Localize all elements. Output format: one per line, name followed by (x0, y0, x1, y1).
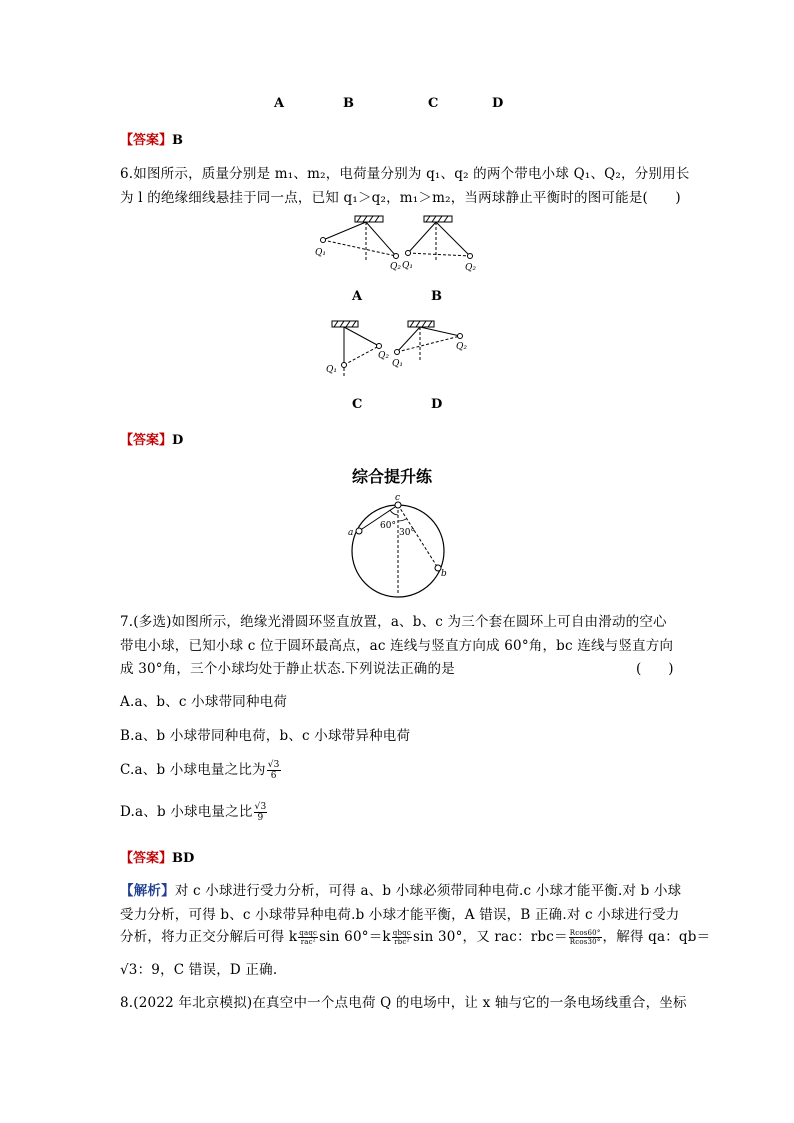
frac-num: qaqc (299, 929, 318, 937)
q6-line2: 为 l 的绝缘细线悬挂于同一点，已知 q₁＞q₂，m₁＞m₂，当两球静止平衡时的图可能是( ) (120, 190, 681, 206)
frac-num: √3 (254, 802, 267, 812)
q6-choice-b: B (431, 289, 442, 304)
frac-den: 9 (257, 813, 264, 823)
frac-num: √3 (267, 760, 280, 770)
q7-label-60: 60° (380, 521, 396, 531)
top-label-b: B (343, 96, 354, 111)
answer-tag: 【答案】 (120, 133, 173, 148)
q7-bracket: ( ) (636, 661, 674, 677)
q7-option-d-text: D.a、b 小球电量之比 (120, 804, 253, 820)
top-label-a: A (274, 96, 285, 111)
q7-option-c-fraction (267, 760, 281, 781)
fig-d-q2-label: Q₂ (456, 342, 467, 352)
q7-line2: 带电小球，已知小球 c 位于圆环最高点，ac 连线与竖直方向成 60°角，bc 连线与竖直方向 (120, 638, 674, 654)
q7-option-d (120, 800, 268, 823)
analysis3-a: 分析，将力正交分解后可得 k (120, 929, 298, 945)
frac-den: rac² (300, 938, 316, 946)
frac-den: Rcos30° (569, 938, 601, 946)
q6-line1: 6.如图所示，质量分别是 m₁、m₂，电荷量分别为 q₁、q₂ 的两个带电小球 Q₁、Q₂，分别用长 (120, 166, 690, 182)
q7-option-d-fraction (254, 802, 268, 823)
fig-c-q1-label: Q₁ (326, 365, 337, 375)
answer-value: D (172, 433, 184, 448)
fig-b-q1-label: Q₁ (402, 261, 413, 271)
q6-choice-c: C (352, 397, 363, 412)
q7-analysis-line4: √3：9，C 错误，D 正确. (120, 962, 278, 978)
fig-a-q1-label: Q₁ (315, 248, 326, 258)
top-label-c: C (428, 96, 439, 111)
q7-line3: 成 30°角，三个小球均处于静止状态.下列说法正确的是 (120, 661, 455, 677)
answer-value: BD (172, 851, 195, 866)
q7-analysis-line1 (120, 879, 681, 899)
answer-value: B (172, 133, 184, 148)
frac-num: qbqc (392, 929, 411, 937)
analysis3-fraction2 (392, 929, 412, 946)
answer-tag: 【答案】 (120, 433, 173, 448)
q7-option-c (120, 758, 282, 781)
q7-answer (120, 847, 194, 866)
top-label-d: D (492, 96, 504, 111)
q7-label-a: a (348, 528, 354, 538)
q6-figure-d (392, 321, 467, 369)
analysis3-c: sin 30°，又 rac：rbc＝ (412, 929, 568, 945)
fig-d-q1-label: Q₁ (392, 359, 403, 369)
analysis-text: 对 c 小球进行受力分析，可得 a、b 小球必须带同种电荷.c 小球才能平衡.对 b 小球 (174, 883, 682, 899)
fig-c-q2-label: Q₂ (378, 351, 389, 361)
frac-num: Rcos60° (569, 929, 601, 937)
q6-figure-b (402, 216, 476, 273)
q6-figure-c (326, 321, 389, 376)
analysis3-b: sin 60°＝k (319, 929, 391, 945)
q7-option-b: B.a、b 小球带同种电荷，b、c 小球带异种电荷 (120, 728, 411, 744)
q8-line1: 8.(2022 年北京模拟)在真空中一个点电荷 Q 的电场中，让 x 轴与它的一条电场线重合，坐标 (120, 995, 687, 1011)
q6-figure-cd (318, 318, 488, 380)
section-title: 综合提升练 (352, 467, 433, 486)
q7-label-b: b (441, 569, 447, 579)
q7-label-c: c (395, 493, 401, 503)
analysis3-fraction3 (569, 929, 602, 946)
analysis-tag: 【解析】 (120, 883, 175, 899)
q7-option-a: A.a、b、c 小球带同种电荷 (120, 694, 288, 710)
q6-figure-a (315, 216, 401, 272)
analysis3-fraction1 (298, 929, 318, 946)
q7-line1: 7.(多选)如图所示，绝缘光滑圆环竖直放置，a、b、c 为三个套在圆环上可自由滑动的空心 (120, 614, 667, 630)
analysis3-d: ，解得 qa：qb＝ (602, 929, 711, 945)
fig-a-q2-label: Q₂ (390, 262, 401, 272)
q7-option-c-text: C.a、b 小球电量之比为 (120, 762, 266, 778)
frac-den: rbc² (394, 938, 410, 946)
q6-answer (120, 429, 183, 448)
q7-circle-figure (340, 490, 460, 598)
q7-analysis-line2: 受力分析，可得 b、c 小球带异种电荷.b 小球才能平衡，A 错误，B 正确.对 c 小球进行受力 (120, 907, 680, 923)
frac-den: 6 (270, 771, 277, 781)
q7-analysis-line3 (120, 925, 710, 946)
q6-choice-d: D (431, 397, 443, 412)
q6-choice-a: A (352, 289, 363, 304)
answer-tag: 【答案】 (120, 851, 173, 866)
q6-figure-ab (310, 210, 490, 275)
q5-answer (120, 129, 183, 148)
q7-label-30: 30° (399, 528, 415, 538)
fig-b-q2-label: Q₂ (465, 263, 476, 273)
